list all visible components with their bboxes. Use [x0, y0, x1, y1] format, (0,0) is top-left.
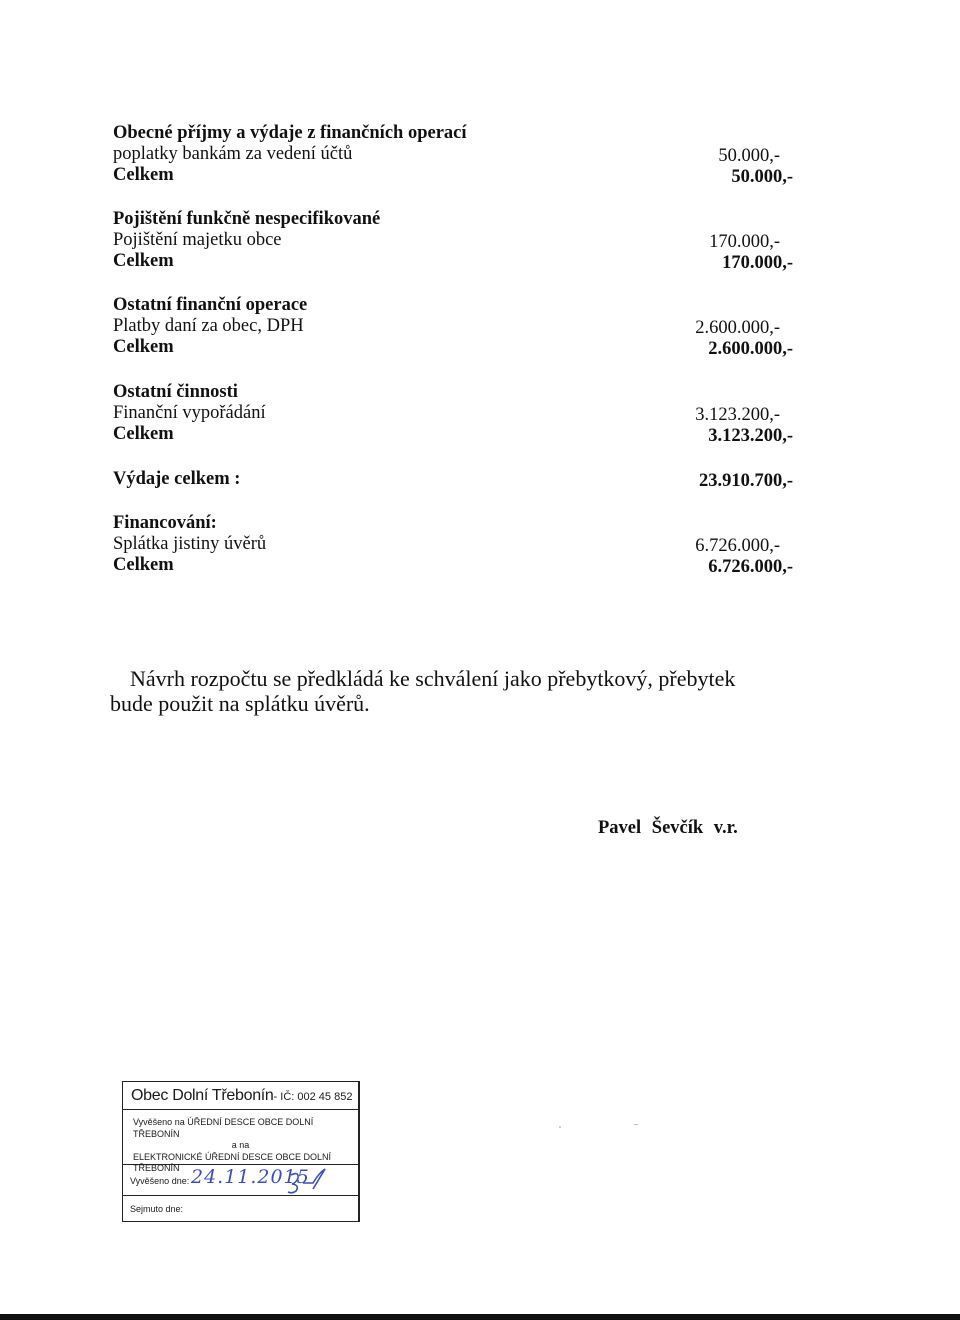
total-amount: 6.726.000,- [708, 557, 793, 577]
note-line: bude použit na splátku úvěrů. [110, 691, 370, 716]
budget-section [113, 123, 793, 186]
total-label: Celkem [113, 424, 174, 444]
section-total-row [113, 424, 793, 445]
total-amount: 50.000,- [731, 167, 793, 187]
expenses-total-row [113, 469, 793, 490]
section-total-row [113, 555, 793, 576]
stamp-municipality-name: Obec Dolní Třebonín [131, 1087, 274, 1104]
scan-speck [634, 1124, 638, 1125]
budget-item-row [113, 534, 793, 555]
stamp-notice [123, 1110, 358, 1173]
item-amount: 3.123.200,- [695, 405, 780, 425]
section-total-row [113, 251, 793, 272]
total-label: Celkem [113, 251, 174, 271]
budget-section [113, 382, 793, 445]
item-label: Splátka jistiny úvěrů [113, 534, 267, 554]
budget-item-row [113, 230, 793, 251]
item-amount: 170.000,- [709, 232, 780, 252]
section-total-row [113, 337, 793, 358]
budget-note [110, 666, 770, 716]
item-label: Platby daní za obec, DPH [113, 316, 304, 336]
stamp-header [123, 1082, 358, 1110]
section-total-row [113, 165, 793, 186]
stamp-notice-line: Vyvěšeno na ÚŘEDNÍ DESCE OBCE DOLNÍ TŘEBONÍN [133, 1117, 314, 1139]
total-amount: 2.600.000,- [708, 339, 793, 359]
section-heading: Ostatní činnosti [113, 382, 238, 402]
stamp-notice-line: a na [231, 1140, 250, 1150]
stamp-notice-line: ELEKTRONICKÉ ÚŘEDNÍ DESCE OBCE DOLNÍ TŘEBONÍN [133, 1151, 332, 1173]
total-amount: 170.000,- [722, 253, 793, 273]
stamp-posted-row [123, 1165, 358, 1196]
budget-item-row [113, 316, 793, 337]
item-label: poplatky bankám za vedení účtů [113, 144, 353, 164]
stamp-removed-row [123, 1196, 358, 1221]
total-label: Celkem [113, 555, 174, 575]
item-label: Pojištění majetku obce [113, 230, 282, 250]
budget-item-row [113, 144, 793, 165]
section-heading: Financování: [113, 513, 217, 533]
expenses-total-amount: 23.910.700,- [698, 471, 793, 491]
budget-section [113, 295, 793, 358]
stamp-ic: - IČ: 002 45 852 [273, 1091, 353, 1103]
budget-item-row [113, 403, 793, 424]
note-line: Návrh rozpočtu se předkládá ke schválení jako přebytkový, přebytek [130, 666, 736, 691]
section-heading: Pojištění funkčně nespecifikované [113, 209, 381, 229]
financing-section [113, 513, 793, 576]
total-label: Celkem [113, 165, 174, 185]
expenses-total [113, 469, 793, 490]
section-heading: Ostatní finanční operace [113, 295, 308, 315]
item-amount: 50.000,- [718, 146, 780, 166]
official-stamp [122, 1081, 360, 1222]
expenses-total-label: Výdaje celkem : [113, 469, 241, 489]
scan-speck [559, 1126, 561, 1128]
handwritten-initials [123, 1165, 358, 1195]
scan-edge-line [0, 1314, 960, 1320]
signature: Pavel Ševčík v.r. [598, 818, 738, 838]
total-label: Celkem [113, 337, 174, 357]
item-amount: 2.600.000,- [695, 318, 780, 338]
section-heading: Obecné příjmy a výdaje z finančních operací [113, 123, 467, 143]
item-amount: 6.726.000,- [695, 536, 780, 556]
item-label: Finanční vypořádání [113, 403, 266, 423]
stamp-posted-handwritten-date: 24.11.2015 [191, 1166, 310, 1188]
budget-section [113, 209, 793, 272]
total-amount: 3.123.200,- [708, 426, 793, 446]
stamp-removed-label: Sejmuto dne: [130, 1204, 184, 1214]
stamp-posted-label: Vyvěšeno dne: [130, 1176, 190, 1186]
